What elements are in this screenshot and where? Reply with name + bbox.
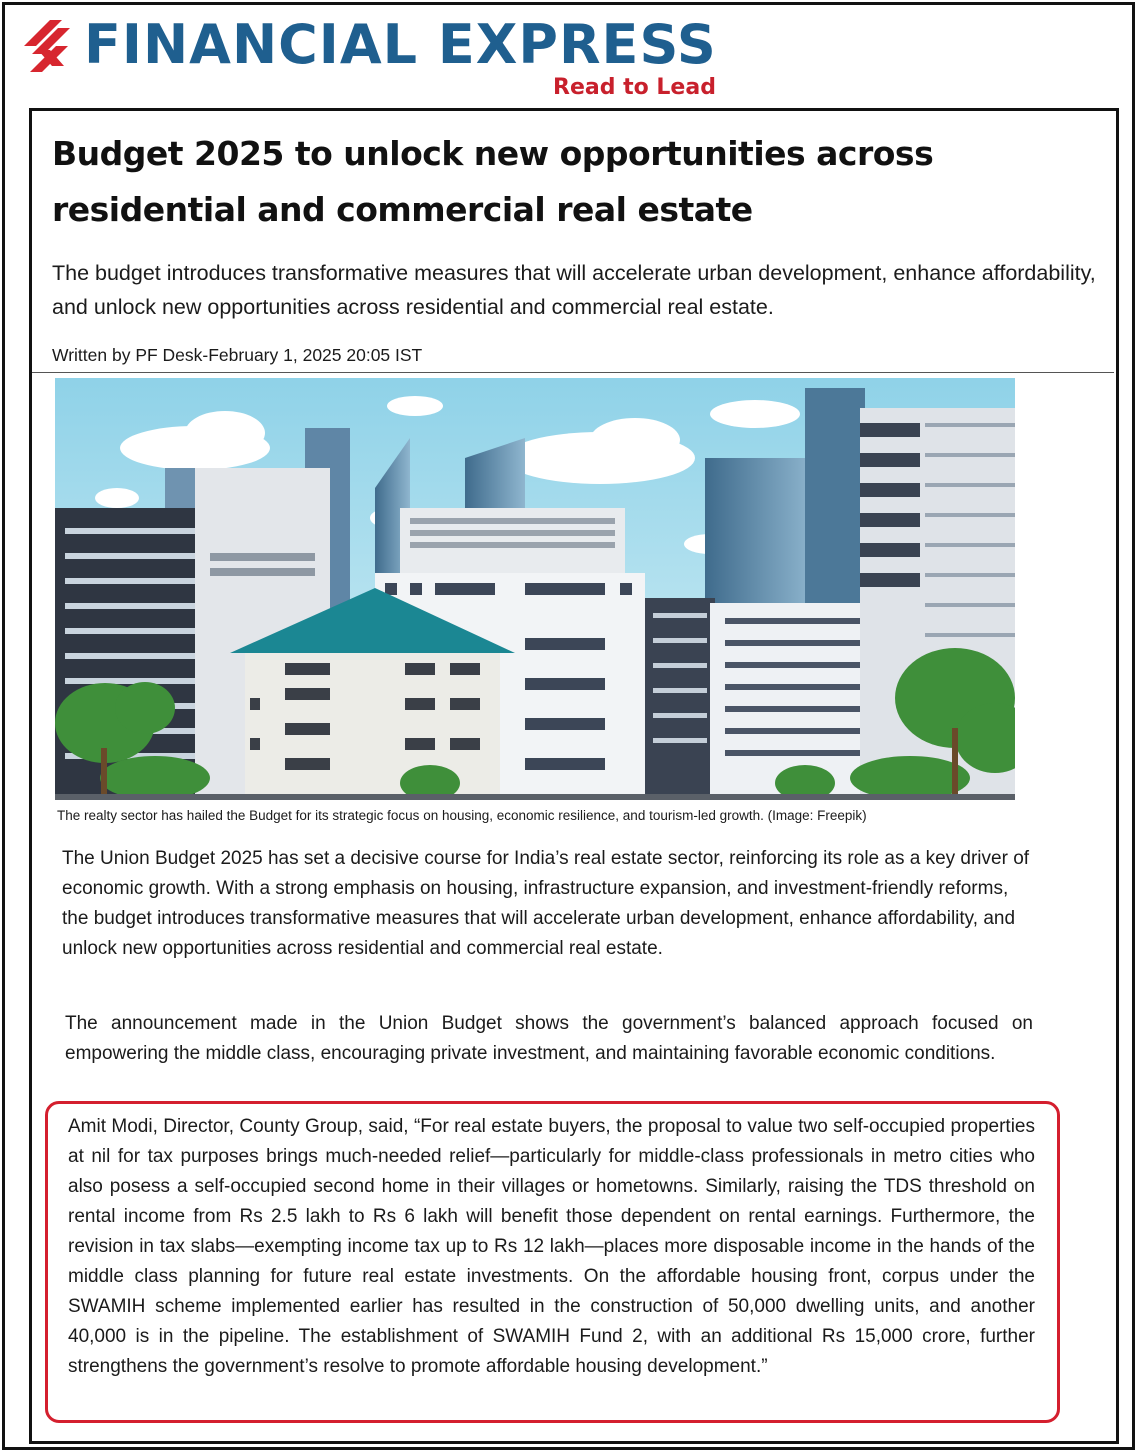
- hero-image-city-buildings: [55, 378, 1015, 800]
- article-paragraph-3-quote: Amit Modi, Director, County Group, said, “For real estate buyers, the proposal to value two self-occupied properties at nil for tax purposes brings much-needed relief—particularly for middle-class professionals in metro cities who also posess a self-occupied second home in their villages or hometowns. Similarly, raising the TDS threshold on rental income from Rs 2.5 lakh to Rs 6 lakh will benefit those dependent on rental earnings. Furthermore, the revision in tax slabs—exempting income tax up to Rs 12 lakh—places more disposable income in the hands of the middle class planning for future real estate investments. On the affordable housing front, corpus under the SWAMIH scheme implemented earlier has resulted in the construction of 50,000 dwelling units, and another 40,000 is in the pipeline. The establishment of SWAMIH Fund 2, with an additional Rs 15,000 crore, further strengthens the government’s resolve to promote affordable housing development.”: [68, 1116, 1035, 1377]
- brand-tagline: Read to Lead: [553, 75, 716, 100]
- article-byline: Written by PF Desk-February 1, 2025 20:05 IST: [52, 345, 423, 365]
- fe-stripes-logo-icon: [24, 20, 74, 76]
- article-paragraph-2: The announcement made in the Union Budget shows the government’s balanced approach focused on empowering the middle class, encouraging private investment, and maintaining favorable economic conditions.: [65, 1013, 1033, 1064]
- article-subheadline: The budget introduces transformative measures that will accelerate urban development, enhance affordability, and unlock new opportunities across residential and commercial real estate.: [52, 261, 1096, 319]
- article-headline: Budget 2025 to unlock new opportunities across residential and commercial real estate: [52, 134, 934, 229]
- article-paragraph-1: The Union Budget 2025 has set a decisive course for India’s real estate sector, reinforcing its role as a key driver of economic growth. With a strong emphasis on housing, infrastructure expansion, and investment-friendly reforms, the budget introduces transformative measures that will accelerate urban development, enhance affordability, and unlock new opportunities across residential and commercial real estate.: [62, 848, 1030, 959]
- brand-wordmark[interactable]: FINANCIAL EXPRESS: [84, 13, 717, 76]
- image-caption: The realty sector has hailed the Budget for its strategic focus on housing, economic resilience, and tourism-led growth. (Image: Freepik): [57, 808, 867, 823]
- header-divider: [32, 372, 1114, 373]
